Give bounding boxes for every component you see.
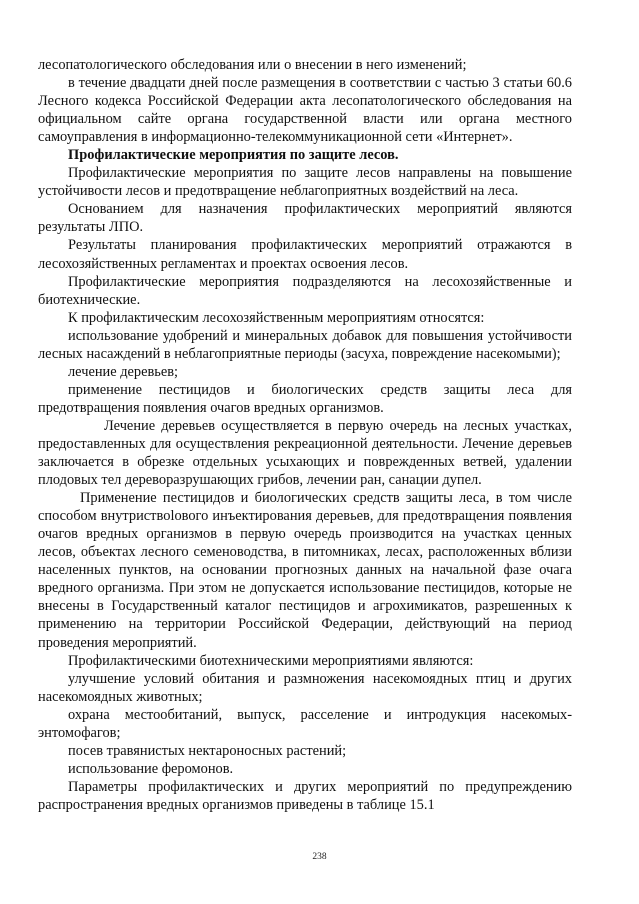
paragraph-13: Применение пестицидов и биологических средств защиты леса, в том числе способом внутриствolового инъектирования деревьев, для предотвращения появления очагов вредных организмов в первую очередь производится на участках ценных лесов, объектах лесного семеноводства, в питомниках, лесах, расположенных вблизи населенных пунктов, на основании прогнозных данных на начальной фазе очага вредного организма. При этом не допускается использование пестицидов, которые не внесены в Государственный каталог пестицидов и агрохимикатов, разрешенных к применению на территории Российской Федерации, действующий на период проведения мероприятий. [38, 490, 572, 651]
paragraph-19: Параметры профилактических и других мероприятий по предупреждению распространения вредных организмов приведены в таблице 15.1 [38, 778, 572, 813]
list-item-nectar-plants: посев травянистых нектароносных растений; [68, 742, 347, 759]
page-number: 238 [312, 852, 327, 862]
list-item-birds: улучшение условий обитания и размножения насекомоядных птиц и других насекомоядных животных; [38, 670, 572, 705]
list-item-fertilizers: использование удобрений и минеральных добавок для повышения устойчивости лесных насаждений в неблагоприятные периоды (засуха, повреждение насекомыми); [38, 327, 572, 362]
list-item-entomophages: охрана местообитаний, выпуск, расселение и интродукция насекомых-энтомофагов; [38, 706, 572, 741]
paragraph-4: Профилактические мероприятия по защите лесов направлены на повышение устойчивости лесов и предотвращение неблагоприятных воздействий на леса. [38, 165, 572, 200]
document-page [38, 56, 572, 814]
section-heading: Профилактические мероприятия по защите лесов. [68, 147, 399, 164]
list-item-pheromones: использование феромонов. [68, 760, 234, 777]
list-item-pesticides: применение пестицидов и биологических средств защиты леса для предотвращения появления очагов вредных организмов. [38, 381, 572, 416]
paragraph-7: Профилактические мероприятия подразделяются на лесохозяйственные и биотехнические. [38, 273, 572, 308]
paragraph-1: лесопатологического обследования или о внесении в него изменений; [38, 57, 467, 73]
paragraph-2: в течение двадцати дней после размещения в соответствии с частью 3 статьи 60.6 Лесного кодекса Российской Федерации акта лесопатологического обследования на официальном сайте органа государственной власти или органа местного самоуправления в информационно-телекоммуникационной сети «Интернет». [38, 75, 572, 146]
paragraph-14: Профилактическими биотехническими мероприятиями являются: [68, 652, 474, 669]
paragraph-6: Результаты планирования профилактических мероприятий отражаются в лесохозяйственных регламентах и проектах освоения лесов. [38, 237, 572, 272]
list-item-tree-treatment: лечение деревьев; [68, 363, 179, 380]
paragraph-8: К профилактическим лесохозяйственным мероприятиям относятся: [68, 309, 485, 326]
paragraph-5: Основанием для назначения профилактических мероприятий являются результаты ЛПО. [38, 201, 572, 236]
paragraph-12: Лечение деревьев осуществляется в первую очередь на лесных участках, предоставленных для осуществления рекреационной деятельности. Лечение деревьев заключается в обрезке отдельных усыхающих и поврежденных ветвей, удалении плодовых тел дереворазрушающих грибов, лечении ран, санации дупел. [38, 417, 572, 489]
